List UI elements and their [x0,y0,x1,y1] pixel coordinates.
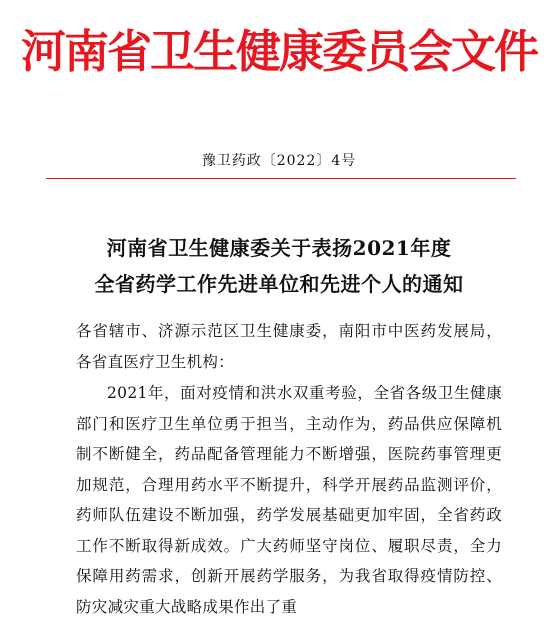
issuer-header-title: 河南省卫生健康委员会文件 [20,25,537,78]
document-number: 豫卫药政〔2022〕4号 [201,153,357,169]
red-divider-line [46,178,516,179]
salutation-block [76,316,502,377]
document-title-line-2: 全省药学工作先进单位和先进个人的通知 [94,272,464,296]
body-paragraph-1: 2021年，面对疫情和洪水双重考验，全省各级卫生健康部门和医疗卫生单位勇于担当，主动作为，药品供应保障机制不断健全，药品配备管理能力不断增强，医院药事管理更加规范，合理用药水平不断提升，科学开展药品监测评价，药师队伍建设不断加强，药学发展基础更加牢固，全省药政工作不断取得新成效。广大药师坚守岗位、履职尽责，全力保障用药需求，创新开展药学服务，为我省取得疫情防控、防灾减灾重大战略成果作出了重 [76,384,502,616]
document-title-line-1: 河南省卫生健康委关于表扬2021年度 [106,236,452,260]
body-paragraph-block [76,378,502,622]
salutation-text: 各省辖市、济源示范区卫生健康委，南阳市中医药发展局，各省直医疗卫生机构： [76,322,502,371]
